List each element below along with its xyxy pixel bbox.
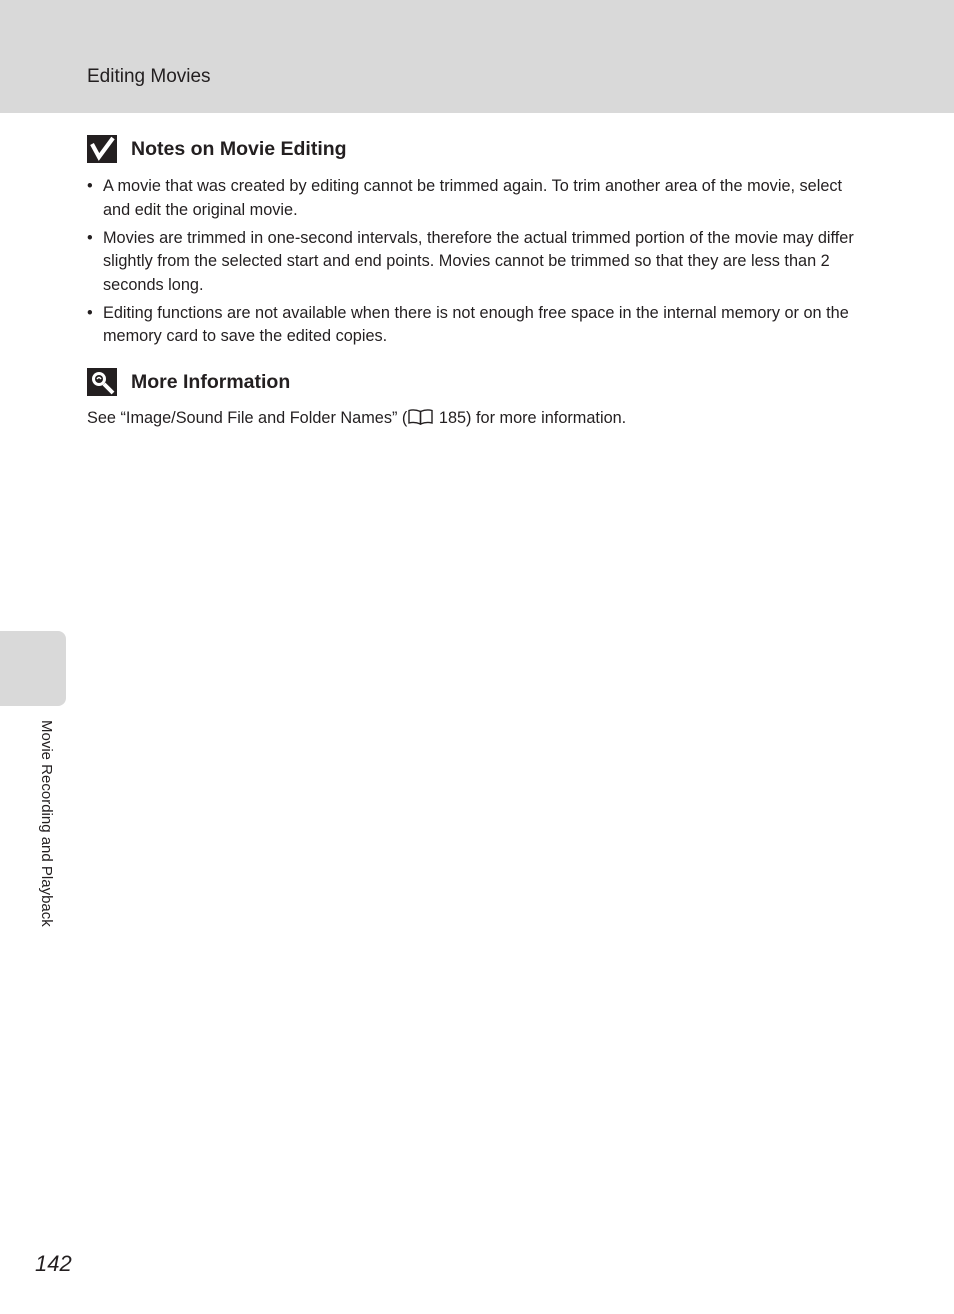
more-info-title: More Information <box>131 371 291 393</box>
header-band <box>0 0 954 113</box>
more-info-text-before: See “Image/Sound File and Folder Names” ( <box>87 409 408 427</box>
list-item <box>87 175 867 222</box>
bullet: • <box>87 303 93 322</box>
checkmark-note-icon <box>87 135 117 163</box>
list-item-text: A movie that was created by editing cannot be trimmed again. To trim another area of the movie, select and edit the original movie. <box>103 177 843 219</box>
notes-title: Notes on Movie Editing <box>131 138 347 160</box>
list-item-text: Movies are trimmed in one-second intervals, therefore the actual trimmed portion of the movie may differ slightly from the selected start and end points. Movies cannot be trimmed so that they are less than 2 seconds long. <box>103 228 854 294</box>
more-info-section <box>87 366 867 431</box>
chapter-tab-label: Movie Recording and Playback <box>38 720 55 927</box>
list-item <box>87 227 867 298</box>
chapter-tab <box>0 631 66 706</box>
page-header-title: Editing Movies <box>87 66 211 87</box>
magnifier-info-icon <box>87 368 117 396</box>
notes-list <box>87 175 867 349</box>
bullet: • <box>87 177 93 195</box>
more-info-heading <box>87 366 867 398</box>
more-info-text <box>87 407 867 431</box>
notes-section <box>87 133 867 353</box>
page-number: 142 <box>35 1251 72 1276</box>
bullet: • <box>87 228 93 247</box>
more-info-text-after: 185) for more information. <box>434 409 627 427</box>
list-item <box>87 302 867 349</box>
book-reference-icon <box>408 409 433 425</box>
list-item-text: Editing functions are not available when there is not enough free space in the internal memory or on the memory card to save the edited copies. <box>103 303 849 345</box>
notes-heading <box>87 133 867 165</box>
